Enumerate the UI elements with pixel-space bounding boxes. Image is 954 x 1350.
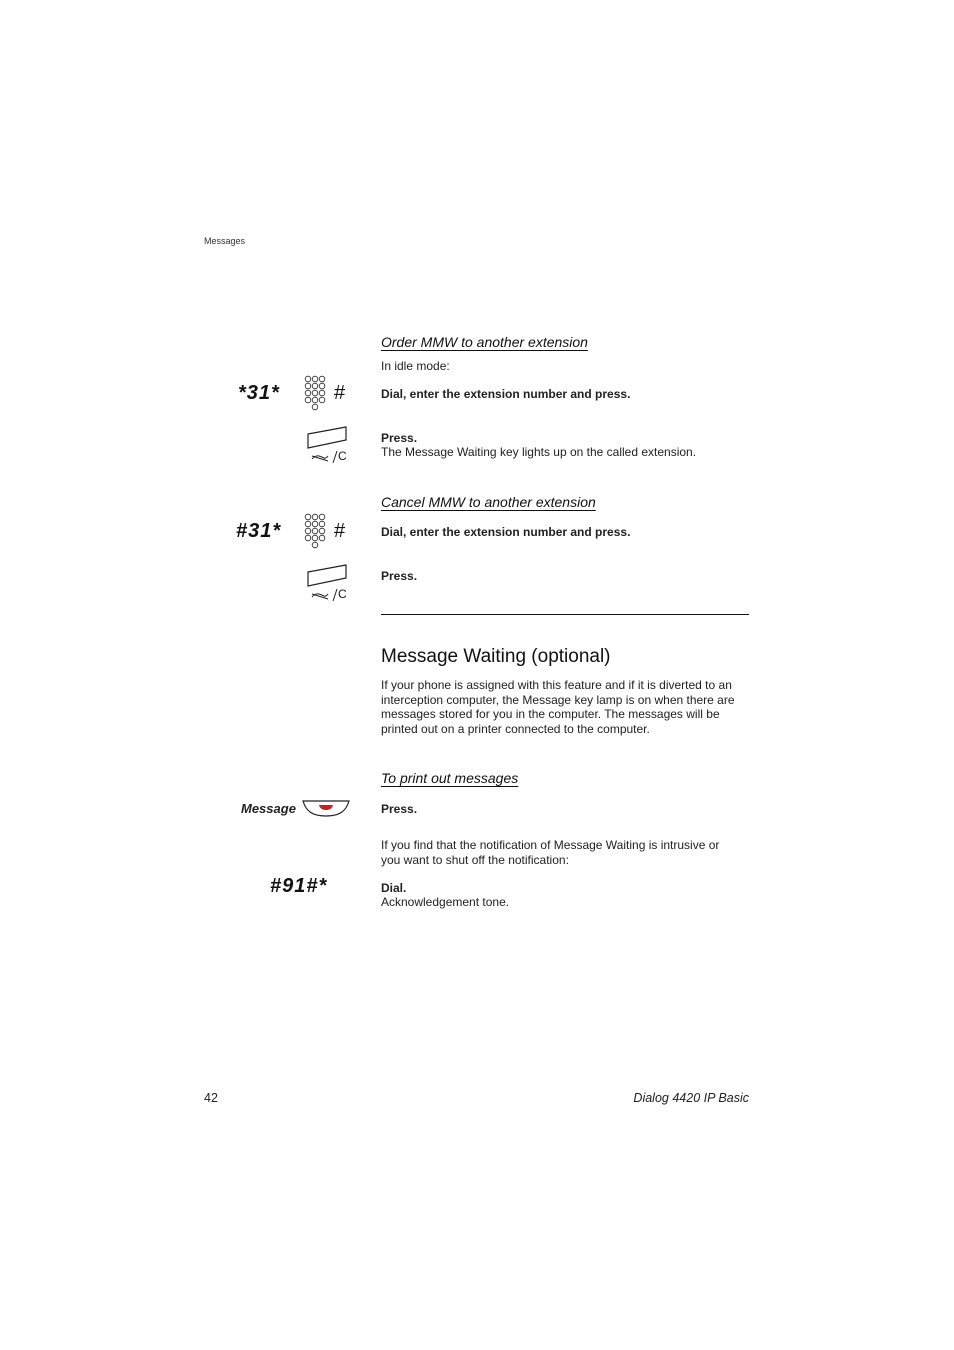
description-line: interception computer, the Message key lamp is on when there are [381, 692, 735, 707]
description-line: If your phone is assigned with this feature and if it is diverted to an [381, 678, 732, 692]
description-line: messages stored for you in the computer. The messages will be [381, 707, 720, 721]
print-messages-heading: To print out messages [381, 770, 519, 786]
cancel-mmw-code-suffix: # [334, 520, 347, 542]
notice-line: you want to shut off the notification: [381, 852, 569, 867]
order-mmw-step2-text: The Message Waiting key lights up on the called extension. [381, 445, 697, 459]
page-number: 42 [204, 1091, 218, 1105]
message-key-icon [302, 799, 350, 819]
clear-key-icon [306, 564, 350, 602]
cancel-mmw-dial-sequence [236, 513, 352, 549]
clear-key-label: C [338, 449, 347, 463]
section-divider [381, 614, 749, 615]
order-mmw-code-prefix: *31* [238, 382, 280, 404]
order-mmw-step1: Dial, enter the extension number and press. [381, 387, 631, 401]
clear-key-label: C [338, 587, 347, 601]
message-press-label: Press. [381, 802, 418, 816]
product-name: Dialog 4420 IP Basic [633, 1091, 749, 1105]
shutoff-dial-text: Acknowledgement tone. [381, 895, 510, 909]
order-mmw-code-suffix: # [334, 382, 347, 404]
notice-line: If you find that the notification of Message Waiting is intrusive or [381, 838, 720, 852]
clear-key-icon [306, 426, 350, 464]
section-label: Messages [204, 236, 246, 246]
order-mmw-dial-sequence [238, 375, 352, 411]
message-waiting-description [381, 678, 753, 736]
shutoff-dial-label: Dial. [381, 881, 407, 895]
cancel-mmw-heading: Cancel MMW to another extension [381, 494, 596, 510]
notification-notice [381, 838, 753, 867]
keypad-icon [304, 513, 328, 549]
description-line: printed out on a printer connected to the computer. [381, 721, 650, 736]
message-lamp-icon [319, 805, 333, 810]
cancel-mmw-step2-label: Press. [381, 569, 418, 583]
order-mmw-intro: In idle mode: [381, 359, 450, 373]
cancel-mmw-step1: Dial, enter the extension number and press. [381, 525, 631, 539]
order-mmw-step2-label: Press. [381, 431, 418, 445]
order-mmw-heading: Order MMW to another extension [381, 334, 588, 350]
shutoff-dial-code: #91#* [270, 875, 328, 897]
keypad-icon [304, 375, 328, 411]
cancel-mmw-code-prefix: #31* [236, 520, 282, 542]
section-title: Message Waiting (optional) [381, 646, 611, 667]
message-key-label: Message [241, 801, 296, 816]
